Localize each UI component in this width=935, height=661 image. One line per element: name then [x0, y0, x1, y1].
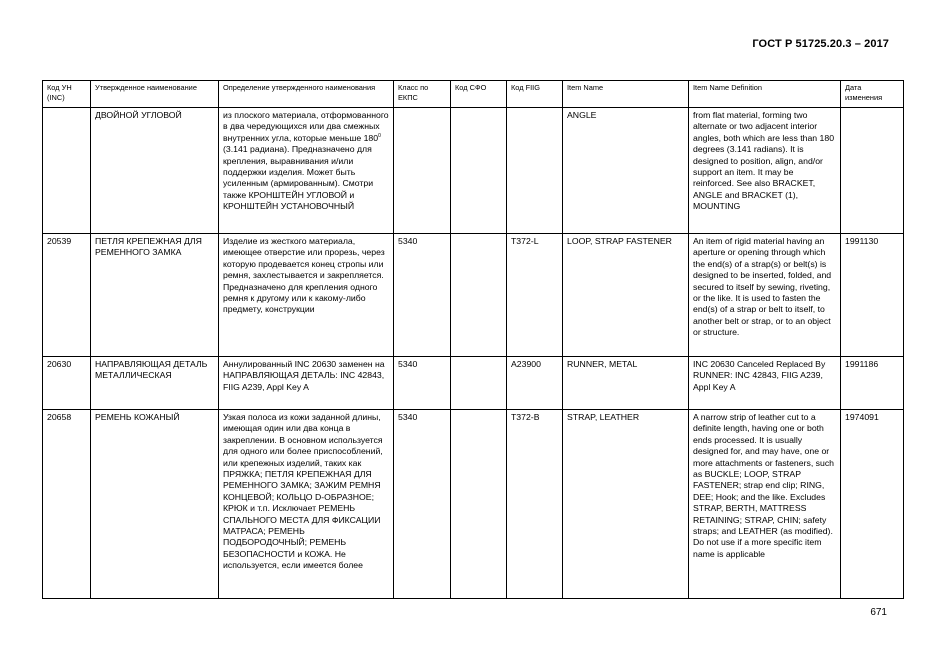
column-header-change-date: Дата изменения — [841, 81, 904, 108]
table-row — [43, 410, 904, 599]
cell-item-name: STRAP, LEATHER — [563, 410, 689, 599]
cell-ekps-class: 5340 — [394, 410, 451, 599]
table-row — [43, 357, 904, 410]
catalog-table — [42, 80, 904, 599]
cell-fiig-code — [507, 108, 563, 234]
column-header-inc: Код УН (INC) — [43, 81, 91, 108]
cell-sfo-code — [451, 357, 507, 410]
document-header: ГОСТ Р 51725.20.3 – 2017 — [752, 38, 889, 50]
cell-item-name-definition: INC 20630 Canceled Replaced By RUNNER: INC 42843, FIIG A239, Appl Key A — [689, 357, 841, 410]
cell-fiig-code: T372-B — [507, 410, 563, 599]
column-header-definition: Определение утвержденного наименования — [219, 81, 394, 108]
cell-item-name: ANGLE — [563, 108, 689, 234]
cell-change-date: 1991130 — [841, 234, 904, 357]
table-row — [43, 234, 904, 357]
definition-text-part: из плоского материала, отформованного в два чередующихся или два смежных внутренних угла, которые меньше 180 — [223, 110, 389, 143]
cell-change-date: 1991186 — [841, 357, 904, 410]
cell-approved-name: НАПРАВЛЯЮЩАЯ ДЕТАЛЬ МЕТАЛЛИЧЕСКАЯ — [91, 357, 219, 410]
degree-superscript: 0 — [378, 132, 381, 139]
column-header-ekps-class: Класс по ЕКПС — [394, 81, 451, 108]
cell-item-name: LOOP, STRAP FASTENER — [563, 234, 689, 357]
cell-sfo-code — [451, 234, 507, 357]
page-number: 671 — [870, 607, 887, 618]
cell-definition: Аннулированный INC 20630 заменен на НАПРАВЛЯЮЩАЯ ДЕТАЛЬ: INC 42843, FIIG A239, Appl Key A — [219, 357, 394, 410]
cell-approved-name: ПЕТЛЯ КРЕПЕЖНАЯ ДЛЯ РЕМЕННОГО ЗАМКА — [91, 234, 219, 357]
column-header-fiig-code: Код FIIG — [507, 81, 563, 108]
cell-inc: 20630 — [43, 357, 91, 410]
cell-definition: Изделие из жесткого материала, имеющее отверстие или прорезь, через которую продевается конец стропы или ремня, захлестывается и закрепляется. Предназначено для крепления одного ремня к другому или к какому-либо предмету, конструкции — [219, 234, 394, 357]
cell-item-name: RUNNER, METAL — [563, 357, 689, 410]
cell-definition — [219, 108, 394, 234]
cell-inc: 20658 — [43, 410, 91, 599]
cell-sfo-code — [451, 108, 507, 234]
cell-item-name-definition: An item of rigid material having an aperture or opening through which the end(s) of a strap(s) or belt(s) is designed to be inserted, folded, and secured to itself by sewing, riveting, or the like. It is used to fasten the end(s) of a strap or belt to itself, to another belt or strap, or to an object or structure. — [689, 234, 841, 357]
cell-fiig-code: A23900 — [507, 357, 563, 410]
cell-ekps-class — [394, 108, 451, 234]
table-row — [43, 108, 904, 234]
cell-inc: 20539 — [43, 234, 91, 357]
cell-change-date — [841, 108, 904, 234]
definition-text-part: (3.141 радиана). Предназначено для крепления, выравнивания и/или поддержки изделия. Может быть усиленным (армированным). Смотри также КРОНШТЕЙН УГЛОВОЙ и КРОНШТЕЙН УСТАНОВОЧНЫЙ — [223, 144, 374, 212]
column-header-item-name: Item Name — [563, 81, 689, 108]
column-header-sfo-code: Код СФО — [451, 81, 507, 108]
cell-definition: Узкая полоса из кожи заданной длины, имеющая один или два конца в закреплении. В основном используется для одного или более приспособлений, или крепежных изделий, таких как ПРЯЖКА; ПЕТЛЯ КРЕПЕЖНАЯ ДЛЯ РЕМЕННОГО ЗАМКА; ЗАЖИМ РЕМНЯ КОНЦЕВОЙ; КОЛЬЦО D-ОБРАЗНОЕ; КРЮК и т.п. Исключает РЕМЕНЬ СПАЛЬНОГО МЕСТА ДЛЯ ФИКСАЦИИ МАТРАСА; РЕМЕНЬ ПОДБОРОДОЧНЫЙ; РЕМЕНЬ БЕЗОПАСНОСТИ и КОЖА. Не используется, если имеется более — [219, 410, 394, 599]
column-header-item-name-definition: Item Name Definition — [689, 81, 841, 108]
cell-ekps-class: 5340 — [394, 357, 451, 410]
cell-sfo-code — [451, 410, 507, 599]
cell-ekps-class: 5340 — [394, 234, 451, 357]
table-header-row — [43, 81, 904, 108]
cell-change-date: 1974091 — [841, 410, 904, 599]
cell-item-name-definition: A narrow strip of leather cut to a definite length, having one or both ends processed. It is usually designed for, and may have, one or more attachments or fasteners, such as BUCKLE; LOOP, STRAP FASTENER; strap end clip; RING, DEE; Hook; and the like. Excludes STRAP, BERTH, MATTRESS RETAINING; STRAP, CHIN; safety straps; and LEATHER (as modified). Do not use if a more specific item name is applicable — [689, 410, 841, 599]
cell-approved-name: РЕМЕНЬ КОЖАНЫЙ — [91, 410, 219, 599]
cell-approved-name: ДВОЙНОЙ УГЛОВОЙ — [91, 108, 219, 234]
cell-inc — [43, 108, 91, 234]
cell-item-name-definition: from flat material, forming two alternate or two adjacent interior angles, both which are less than 180 degrees (3.141 radians). It is designed to position, align, and/or support an item. It may be reinforced. See also BRACKET, ANGLE and BRACKET (1), MOUNTING — [689, 108, 841, 234]
column-header-approved-name: Утвержденное наименование — [91, 81, 219, 108]
cell-fiig-code: T372-L — [507, 234, 563, 357]
